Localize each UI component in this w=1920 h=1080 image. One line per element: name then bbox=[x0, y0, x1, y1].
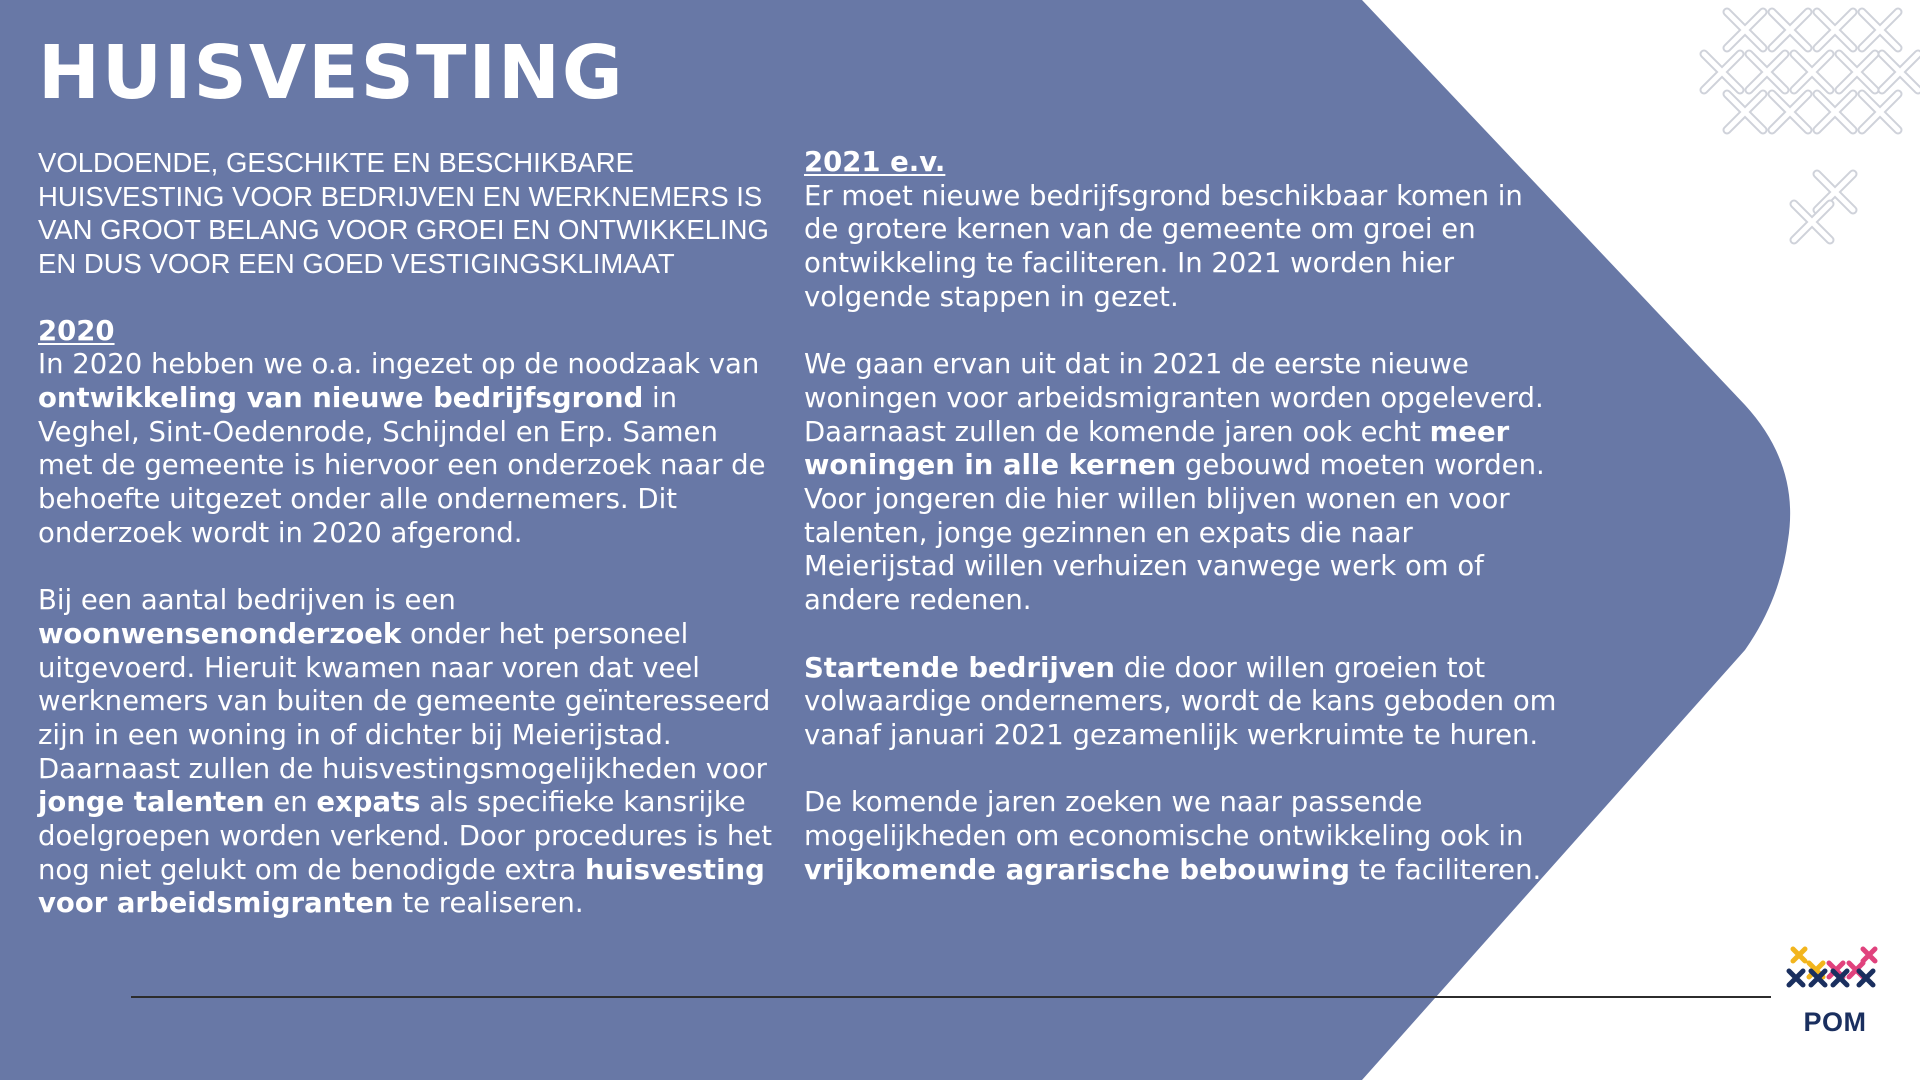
section-heading-2021: 2021 e.v. bbox=[804, 146, 946, 178]
pom-logo bbox=[1785, 945, 1885, 1038]
left-column bbox=[38, 146, 773, 955]
right-column bbox=[804, 146, 1564, 921]
section-heading-2020: 2020 bbox=[38, 314, 115, 347]
paragraph-2021-startende-bedrijven: Startende bedrijven die door willen groeien tot volwaardige ondernemers, wordt de kans geboden om vanaf januari 2021 gezamenlijk werkruimte te huren. bbox=[804, 651, 1557, 751]
paragraph-2020-bedrijfsgrond: In 2020 hebben we o.a. ingezet op de noodzaak van ontwikkeling van nieuwe bedrijfsgrond in Veghel, Sint-Oedenrode, Schijndel en Erp. Samen met de gemeente is hiervoor een onderzoek naar de behoefte uitgezet onder alle ondernemers. Dit onderzoek wordt in 2020 afgerond. bbox=[38, 348, 766, 549]
cross-pattern-icon bbox=[1704, 12, 1918, 240]
pom-crosses-icon bbox=[1785, 945, 1885, 1005]
intro-text: VOLDOENDE, GESCHIKTE EN BESCHIKBARE HUISVESTING VOOR BEDRIJVEN EN WERKNEMERS IS VAN GROOT BELANG VOOR GROEI EN ONTWIKKELING EN DUS VOOR EEN GOED VESTIGINGSKLIMAAT bbox=[38, 147, 769, 280]
logo-text: POM bbox=[1803, 1007, 1867, 1037]
paragraph-2021-agrarisch: De komende jaren zoeken we naar passende mogelijkheden om economische ontwikkeling ook in vrijkomende agrarische bebouwing te faciliteren. bbox=[804, 786, 1542, 886]
paragraph-2021-bedrijfsgrond: Er moet nieuwe bedrijfsgrond beschikbaar komen in de grotere kernen van de gemeente om groei en ontwikkeling te faciliteren. In 2021 worden hier volgende stappen in gezet. bbox=[804, 179, 1523, 313]
bottom-divider bbox=[131, 996, 1771, 998]
page-title: HUISVESTING bbox=[38, 30, 625, 116]
paragraph-2020-woonwensen: Bij een aantal bedrijven is een woonwensenonderzoek onder het personeel uitgevoerd. Hieruit kwamen naar voren dat veel werknemers van buiten de gemeente geïnteresseerd zijn in een woning in of dichter bij Meierijstad. Daarnaast zullen de huisvestingsmogelijkheden voor jonge talenten en expats als specifieke kansrijke doelgroepen worden verkend. Door procedures is het nog niet gelukt om de benodigde extra huisvesting voor arbeidsmigranten te realiseren. bbox=[38, 584, 773, 920]
paragraph-2021-woningen: We gaan ervan uit dat in 2021 de eerste nieuwe woningen voor arbeidsmigranten worden opgeleverd. Daarnaast zullen de komende jaren ook echt meer woningen in alle kernen gebouwd moeten worden. Voor jongeren die hier willen blijven wonen en voor talenten, jonge gezinnen en expats die naar Meierijstad willen verhuizen vanwege werk om of andere redenen. bbox=[804, 348, 1545, 617]
